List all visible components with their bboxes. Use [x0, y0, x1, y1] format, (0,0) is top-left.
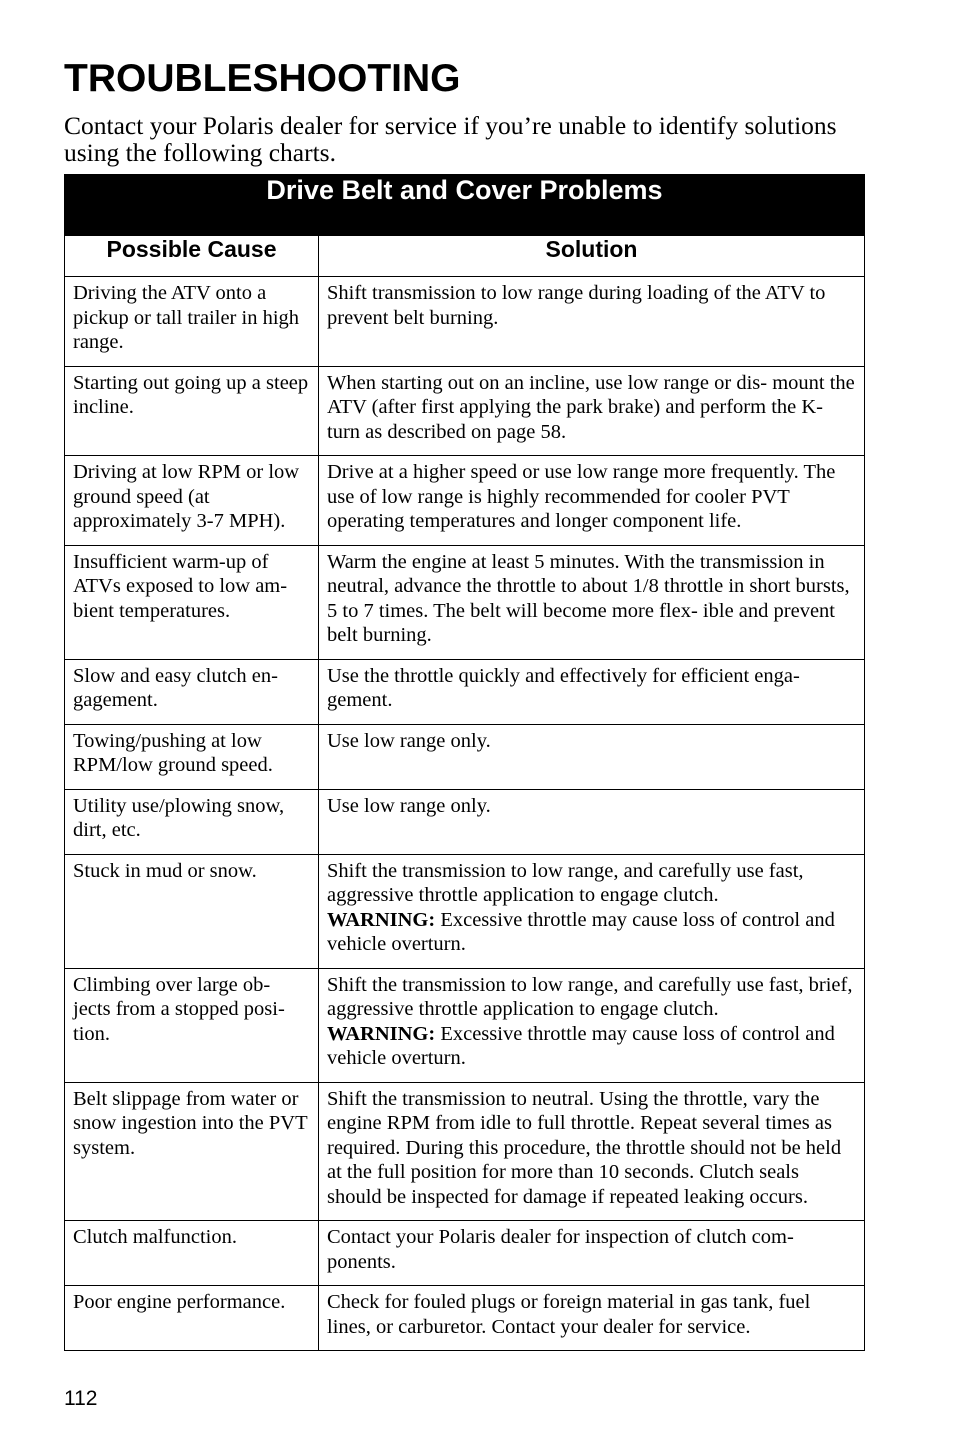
- page-title: TROUBLESHOOTING: [64, 57, 461, 100]
- solution-cell: Contact your Polaris dealer for inspection of clutch com- ponents.: [319, 1221, 865, 1286]
- table-row: [65, 1286, 865, 1351]
- solution-cell: Use low range only.: [319, 724, 865, 789]
- column-header-solution: Solution: [319, 236, 865, 277]
- table-row: [65, 277, 865, 367]
- cause-cell: Insufficient warm-up of ATVs exposed to low am- bient temperatures.: [65, 545, 319, 659]
- table-row: [65, 1082, 865, 1221]
- cause-cell: Belt slippage from water or snow ingestion into the PVT system.: [65, 1082, 319, 1221]
- table-row: [65, 456, 865, 546]
- table-row: [65, 854, 865, 968]
- warning-label: WARNING:: [327, 908, 436, 931]
- table-row: [65, 724, 865, 789]
- cause-cell: Slow and easy clutch en- gagement.: [65, 659, 319, 724]
- cause-cell: Utility use/plowing snow, dirt, etc.: [65, 789, 319, 854]
- cause-cell: Starting out going up a steep incline.: [65, 366, 319, 456]
- warning-text: Excessive throttle may cause loss of control and vehicle overturn.: [327, 1022, 835, 1069]
- solution-cell: Warm the engine at least 5 minutes. With the transmission in neutral, advance the throttle to about 1/8 throttle in short bursts, 5 to 7 times. The belt will become more flex- ible and prevent belt burning.: [319, 545, 865, 659]
- warning-label: WARNING:: [327, 1022, 436, 1045]
- cause-cell: Towing/pushing at low RPM/low ground speed.: [65, 724, 319, 789]
- cause-cell: Climbing over large ob- jects from a stopped posi- tion.: [65, 968, 319, 1082]
- cause-cell: Stuck in mud or snow.: [65, 854, 319, 968]
- solution-cell: Use low range only.: [319, 789, 865, 854]
- cause-cell: Driving the ATV onto a pickup or tall trailer in high range.: [65, 277, 319, 367]
- solution-text: Shift the transmission to low range, and carefully use fast, aggressive throttle application to engage clutch.: [327, 859, 804, 906]
- table-title: Drive Belt and Cover Problems: [65, 175, 865, 236]
- solution-cell: [319, 854, 865, 968]
- intro-paragraph: Contact your Polaris dealer for service if you’re unable to identify solutions using the following charts.: [64, 111, 837, 167]
- cause-cell: Driving at low RPM or low ground speed (at approximately 3-7 MPH).: [65, 456, 319, 546]
- table-row: [65, 659, 865, 724]
- solution-cell: Check for fouled plugs or foreign material in gas tank, fuel lines, or carburetor. Contact your dealer for service.: [319, 1286, 865, 1351]
- solution-cell: When starting out on an incline, use low range or dis- mount the ATV (after first applying the park brake) and perform the K-turn as described on page 58.: [319, 366, 865, 456]
- table-row: [65, 366, 865, 456]
- cause-cell: Poor engine performance.: [65, 1286, 319, 1351]
- solution-cell: Shift the transmission to neutral. Using the throttle, vary the engine RPM from idle to full throttle. Repeat several times as required. During this procedure, the throttle should not be held at the full position for more than 10 seconds. Clutch seals should be inspected for damage if repeated leaking occurs.: [319, 1082, 865, 1221]
- table-row: [65, 789, 865, 854]
- column-header-cause: Possible Cause: [65, 236, 319, 277]
- troubleshooting-table: [64, 174, 865, 1351]
- table-row: [65, 968, 865, 1082]
- warning-text: Excessive throttle may cause loss of control and vehicle overturn.: [327, 908, 835, 955]
- page-number: 112: [64, 1387, 98, 1410]
- solution-text: Shift the transmission to low range, and carefully use fast, brief, aggressive throttle application to engage clutch.: [327, 973, 853, 1020]
- table-row: [65, 1221, 865, 1286]
- solution-cell: Drive at a higher speed or use low range more frequently. The use of low range is highly recommended for cooler PVT operating temperatures and longer component life.: [319, 456, 865, 546]
- solution-cell: [319, 968, 865, 1082]
- table-row: [65, 545, 865, 659]
- solution-cell: Use the throttle quickly and effectively for efficient enga- gement.: [319, 659, 865, 724]
- solution-cell: Shift transmission to low range during loading of the ATV to prevent belt burning.: [319, 277, 865, 367]
- cause-cell: Clutch malfunction.: [65, 1221, 319, 1286]
